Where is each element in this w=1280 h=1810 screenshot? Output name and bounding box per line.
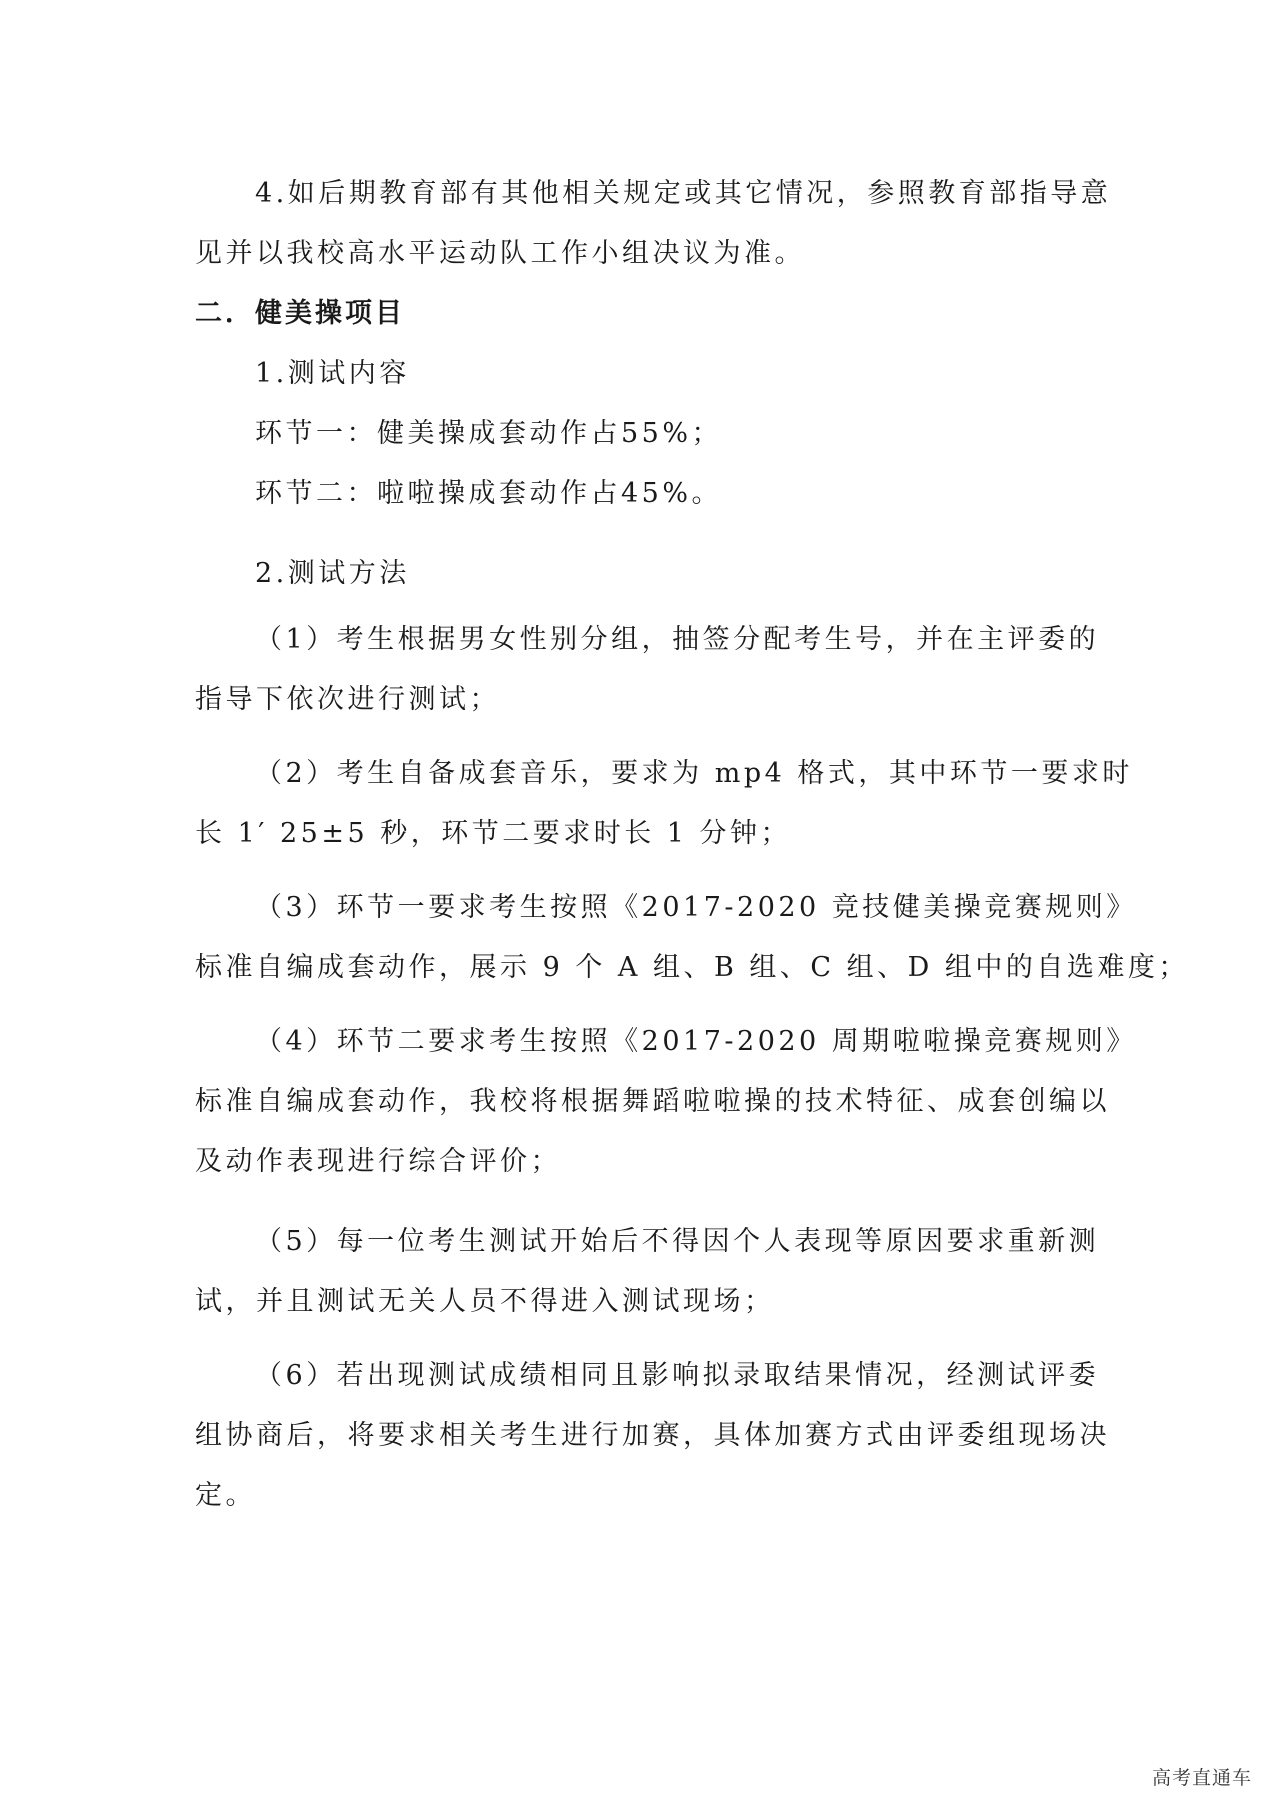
method-4-line-3: 及动作表现进行综合评价；: [195, 1146, 561, 1177]
paragraph-4-line-1: 4.如后期教育部有其他相关规定或其它情况，参照教育部指导意: [255, 178, 1112, 209]
method-1-line-2: 指导下依次进行测试；: [195, 684, 500, 715]
method-1-line-1: （1）考生根据男女性别分组，抽签分配考生号，并在主评委的: [255, 624, 1100, 655]
subheading-test-method: 2.测试方法: [255, 558, 410, 589]
paragraph-4-line-2: 见并以我校高水平运动队工作小组决议为准。: [195, 238, 805, 269]
method-2-line-1: （2）考生自备成套音乐，要求为 mp4 格式，其中环节一要求时: [255, 758, 1133, 789]
segment-two-line: 环节二：啦啦操成套动作占45%。: [255, 478, 723, 509]
method-6-line-2: 组协商后，将要求相关考生进行加赛，具体加赛方式由评委组现场决: [195, 1420, 1110, 1451]
method-3-line-1: （3）环节一要求考生按照《2017-2020 竞技健美操竞赛规则》: [255, 892, 1137, 923]
watermark-text: 高考直通车: [1151, 1767, 1252, 1789]
method-5-line-2: 试，并且测试无关人员不得进入测试现场；: [195, 1286, 775, 1317]
segment-one-line: 环节一：健美操成套动作占55%；: [255, 418, 723, 449]
method-3-line-2: 标准自编成套动作，展示 9 个 A 组、B 组、C 组、D 组中的自选难度；: [195, 952, 1189, 983]
method-2-line-2: 长 1′ 25±5 秒，环节二要求时长 1 分钟；: [195, 818, 792, 849]
method-6-line-1: （6）若出现测试成绩相同且影响拟录取结果情况，经测试评委: [255, 1360, 1100, 1391]
section-heading-aerobics: 二．健美操项目: [195, 298, 405, 329]
method-4-line-1: （4）环节二要求考生按照《2017-2020 周期啦啦操竞赛规则》: [255, 1026, 1137, 1057]
method-5-line-1: （5）每一位考生测试开始后不得因个人表现等原因要求重新测: [255, 1226, 1100, 1257]
method-4-line-2: 标准自编成套动作，我校将根据舞蹈啦啦操的技术特征、成套创编以: [195, 1086, 1110, 1117]
subheading-test-content: 1.测试内容: [255, 358, 410, 389]
method-6-line-3: 定。: [195, 1480, 256, 1511]
